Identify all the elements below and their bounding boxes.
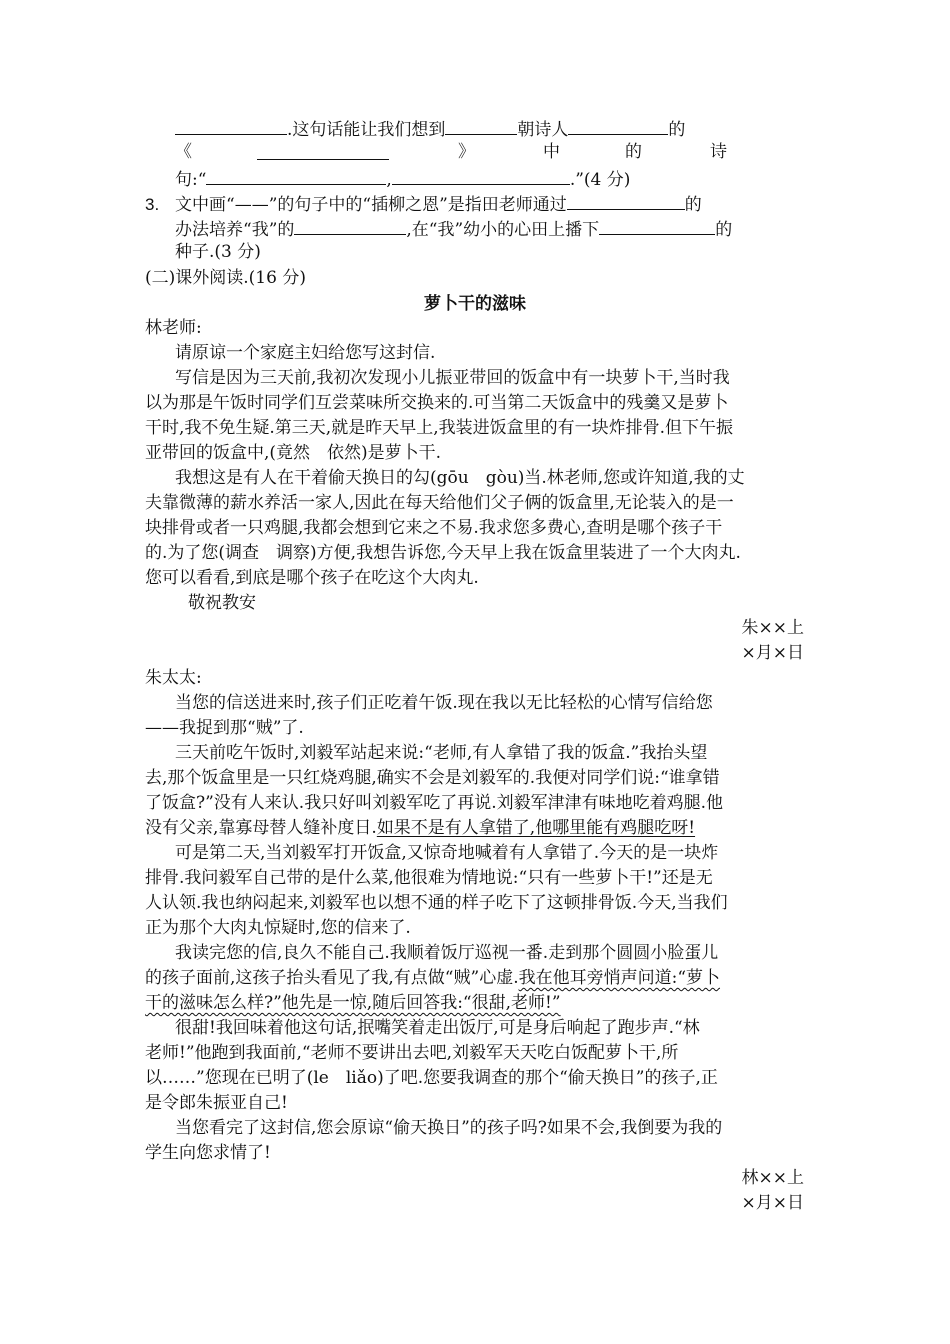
answer-blank[interactable] (568, 115, 668, 135)
text-line: 正为那个大肉丸惊疑时,您的信来了. (145, 918, 411, 938)
q2-text: 朝诗人 (517, 120, 569, 140)
q3-text: 文中画“——”的句子中的“插柳之恩”是指田老师通过 (175, 195, 567, 215)
text-line: ——我捉到那“贼”了. (145, 718, 304, 738)
text-line (145, 966, 720, 991)
question-number: 3. (145, 195, 160, 214)
text-line: 干时,我不免生疑.第三天,就是昨天早上,我装进饭盒里的有一块炸排骨.但下午振 (145, 418, 734, 438)
text-line: 您可以看看,到底是哪个孩子在吃这个大肉丸. (145, 568, 479, 588)
letter2-signature: 林××上 (741, 1168, 804, 1188)
plain-text: 的孩子面前,这孩子抬头看见了我,有点做“贼”心虚. (145, 968, 519, 988)
text-line: 以为那是午饭时同学们互尝菜味所交换来的.可当第二天饭盒中的残羹又是萝卜 (145, 393, 729, 413)
answer-blank[interactable] (257, 140, 389, 160)
text-line: 的.为了您(调查 调察)方便,我想告诉您,今天早上我在饭盒里装进了一个大肉丸. (145, 543, 741, 563)
q3-line-1 (145, 190, 702, 215)
wavy-underlined-sentence: 我在他耳旁悄声问道:“萝卜 (518, 968, 721, 988)
text-line: 老师!”他跑到我面前,“老师不要讲出去吧,刘毅军天天吃白饭配萝卜干,所 (145, 1043, 679, 1063)
text-line: 了饭盒?”没有人来认.我只好叫刘毅军吃了再说.刘毅军津津有味地吃着鸡腿.他 (145, 793, 724, 813)
letter1-paragraph: 请原谅一个家庭主妇给您写这封信. (175, 343, 436, 363)
q2-text: .这句话能让我们想到 (287, 120, 446, 140)
q3-line-2 (175, 215, 732, 240)
text-line: 以……”您现在已明了(le liǎo)了吧.您要我调查的那个“偷天换日”的孩子,正 (145, 1068, 718, 1088)
text-line: 当您的信送进来时,孩子们正吃着午饭.现在我以无比轻松的心情写信给您 (175, 693, 713, 713)
answer-blank[interactable] (567, 190, 685, 210)
q3-text: 办法培养“我”的 (175, 220, 295, 240)
text-line: 学生向您求情了! (145, 1143, 271, 1163)
underlined-sentence: 如果不是有人拿错了,他哪里能有鸡腿吃呀! (376, 818, 696, 838)
text-line (145, 816, 695, 841)
text-line: 亚带回的饭盒中,(竟然 依然)是萝卜干. (145, 443, 442, 463)
section-heading: (二)课外阅读.(16 分) (145, 268, 306, 288)
text-line: 是令郎朱振亚自己! (145, 1093, 288, 1113)
article-title: 萝卜干的滋味 (424, 294, 526, 313)
q3-line-3: 种子.(3 分) (175, 242, 261, 262)
q2-text: 中 (543, 142, 560, 162)
text-line: 写信是因为三天前,我初次发现小儿振亚带回的饭盒中有一块萝卜干,当时我 (175, 368, 730, 388)
q2-text: 《 (175, 142, 192, 162)
letter2-date: ×月×日 (741, 1193, 804, 1213)
q3-text: ,在“我”幼小的心田上播下 (406, 220, 600, 240)
q2-text: .”(4 分) (569, 170, 631, 190)
q2-text: 诗 (710, 142, 727, 162)
answer-blank[interactable] (599, 215, 715, 235)
wavy-underlined-sentence: 干的滋味怎么样?”他先是一惊,随后回答我:“很甜,老师!” (145, 993, 561, 1013)
text-line: 块排骨或者一只鸡腿,我都会想到它来之不易.我求您多费心,查明是哪个孩子干 (145, 518, 723, 538)
q2-text: , (386, 170, 392, 190)
letter1-signature: 朱××上 (741, 618, 804, 638)
q2-text: 的 (668, 120, 686, 140)
q2-text: 》 (458, 142, 475, 162)
text-line: 我想这是有人在干着偷天换日的勾(gōu gòu)当.林老师,您或许知道,我的丈 (175, 468, 745, 488)
answer-blank[interactable] (445, 115, 517, 135)
q2-line-1 (175, 115, 685, 140)
q3-text: 的 (715, 220, 733, 240)
letter2-salutation: 朱太太: (145, 668, 202, 688)
text-line: 我读完您的信,良久不能自己.我顺着饭厅巡视一番.走到那个圆圆小脸蛋儿 (175, 943, 719, 963)
text-line: 排骨.我问毅军自己带的是什么菜,他很难为情地说:“只有一些萝卜干!”还是无 (145, 868, 713, 888)
q2-text: 的 (625, 142, 642, 162)
q3-text: 的 (684, 195, 702, 215)
q2-line-2 (175, 140, 805, 165)
letter1-salutation: 林老师: (145, 318, 202, 338)
answer-blank[interactable] (392, 165, 570, 185)
answer-blank[interactable] (294, 215, 406, 235)
plain-text: 没有父亲,靠寡母替人缝补度日. (145, 818, 377, 838)
text-line: 人认领.我也纳闷起来,刘毅军也以想不通的样子吃下了这顿排骨饭.今天,当我们 (145, 893, 728, 913)
q2-text: 句:“ (175, 170, 207, 190)
letter1-closing: 敬祝教安 (188, 593, 256, 613)
text-line: 当您看完了这封信,您会原谅“偷天换日”的孩子吗?如果不会,我倒要为我的 (175, 1118, 723, 1138)
text-line: 三天前吃午饭时,刘毅军站起来说:“老师,有人拿错了我的饭盒.”我抬头望 (175, 743, 708, 763)
answer-blank[interactable] (175, 115, 287, 135)
text-line: 可是第二天,当刘毅军打开饭盒,又惊奇地喊着有人拿错了.今天的是一块炸 (175, 843, 719, 863)
text-line: 去,那个饭盒里是一只红烧鸡腿,确实不会是刘毅军的.我便对同学们说:“谁拿错 (145, 768, 720, 788)
text-line: 夫靠微薄的薪水养活一家人,因此在每天给他们父子俩的饭盒里,无论装入的是一 (145, 493, 734, 513)
q2-line-3 (175, 165, 630, 190)
answer-blank[interactable] (206, 165, 386, 185)
text-line (145, 991, 561, 1016)
text-line: 很甜!我回味着他这句话,抿嘴笑着走出饭厅,可是身后响起了跑步声.“林 (175, 1018, 700, 1038)
letter1-date: ×月×日 (741, 643, 804, 663)
